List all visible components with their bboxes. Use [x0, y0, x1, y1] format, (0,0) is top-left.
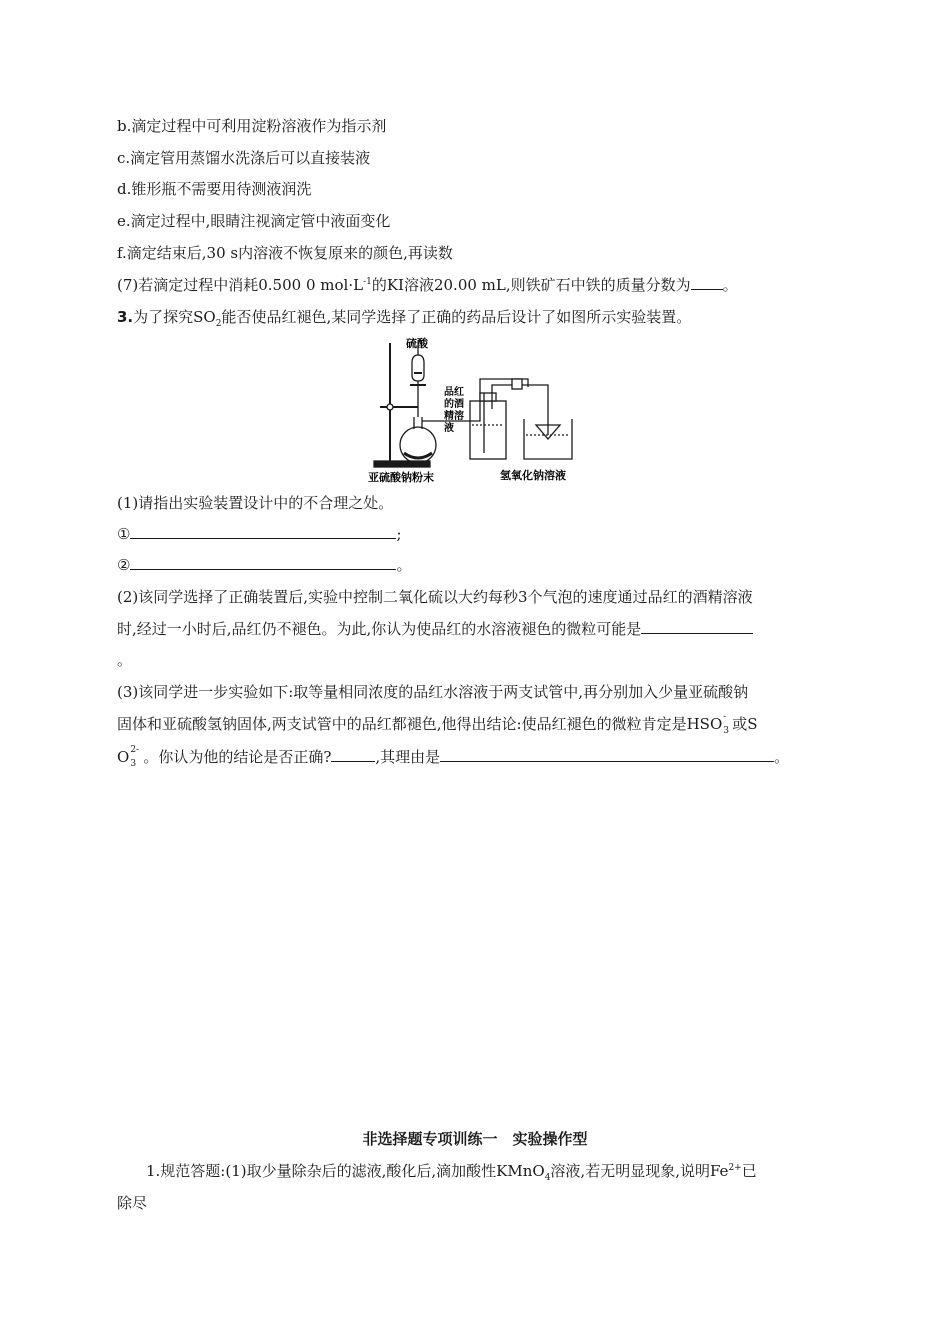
label-powder: 亚硫酸钠粉末: [368, 471, 434, 484]
answer-1-sub: 4: [544, 1173, 551, 1183]
ion1-sup: -: [723, 712, 727, 722]
ion1-sub: 3: [723, 726, 729, 736]
bottle-stopper: [480, 393, 496, 401]
tube-connector: [512, 379, 522, 389]
part-3-line-1: (3)该同学进一步实验如下:取等量相同浓度的品红水溶液于两支试管中,再分别加入少量亚硫酸钠: [117, 683, 749, 701]
answer-blank-3[interactable]: [641, 619, 753, 634]
part-2-line-2: [117, 619, 753, 639]
clamp-knob: [387, 404, 393, 410]
label-dye-3: 精溶: [444, 411, 464, 422]
answers-section-title: 非选择题专项训练一 实验操作型: [362, 1130, 588, 1148]
bisulfite-charge: [722, 712, 732, 736]
question-3-stem: [117, 307, 691, 327]
q3-stem-sub: 2: [215, 319, 222, 329]
option-b: b.滴定过程中可利用淀粉溶液作为指示剂: [117, 117, 387, 135]
period: 。: [396, 556, 412, 574]
option-f: f.滴定结束后,30 s内溶液不恢复原来的颜色,再读数: [117, 244, 453, 262]
delivery-tube-2: [492, 385, 548, 435]
q3-stem-a: 为了探究SO: [133, 308, 216, 326]
ion2-sub: 3: [130, 759, 137, 769]
flask-contents: [404, 453, 432, 458]
sulfite-charge: [129, 745, 143, 769]
part-2-text: 时,经过一小时后,品红仍不褪色。为此,你认为使品红的水溶液褪色的微粒可能是: [117, 620, 642, 638]
label-dye-4: 液: [444, 423, 454, 434]
label-dye-1: 品红: [444, 387, 464, 398]
label-acid: 硫酸: [406, 337, 428, 350]
part-3-o: O: [117, 748, 130, 766]
part-3-text-a: 固体和亚硫酸氢钠固体,两支试管中的品红都褪色,他得出结论:使品红褪色的微粒肯定是HSO: [117, 715, 723, 733]
part-3-line-2: [117, 714, 758, 734]
part-2-line-1: (2)该同学选择了正确装置后,实验中控制二氧化硫以大约每秒3个气泡的速度通过品红的酒精溶液: [117, 588, 753, 606]
q3-stem-b: 能否使品红褪色,某同学选择了正确的药品后设计了如图所示实验装置。: [221, 308, 692, 326]
part-3-reason: ,其理由是: [375, 748, 441, 766]
question-number: 3.: [117, 308, 134, 326]
q7-text-b: 的KI溶液20.00 mL,则铁矿石中铁的质量分数为: [371, 276, 691, 294]
option-d: d.锥形瓶不需要用待测液润洗: [117, 180, 312, 198]
answer-1-line-2: 除尽: [117, 1194, 148, 1212]
label-naoh: 氢氧化钠溶液: [500, 469, 566, 482]
semicolon: ;: [396, 525, 402, 543]
option-c: c.滴定管用蒸馏水洗涤后可以直接装液: [117, 149, 371, 167]
circled-1: ①: [117, 525, 131, 543]
answer-1-text-b: 溶液,若无明显现象,说明Fe: [550, 1162, 729, 1180]
q7-text-a: (7)若滴定过程中消耗0.500 0 mol·L: [117, 276, 364, 294]
answer-1-line-1: [146, 1161, 757, 1181]
answer-1-text-a: 1.规范答题:(1)取少量除杂后的滤液,酸化后,滴加酸性KMnO: [146, 1162, 545, 1180]
answer-blank-5[interactable]: [440, 747, 774, 762]
option-e: e.滴定过程中,眼睛注视滴定管中液面变化: [117, 212, 391, 230]
part-3-question: 。你认为他的结论是否正确?: [143, 748, 332, 766]
part-3-line-3: [117, 747, 789, 767]
experiment-apparatus-figure: [360, 335, 590, 485]
ion2-sup: 2-: [130, 745, 140, 755]
q7-sup: -1: [363, 277, 372, 287]
gas-washing-bottle: [470, 401, 506, 459]
q7-end: 。: [722, 276, 738, 294]
answer-blank-2[interactable]: [130, 555, 396, 570]
circled-2: ②: [117, 556, 131, 574]
part-1-prompt: (1)请指出实验装置设计中的不合理之处。: [117, 494, 394, 512]
part-3-end: 。: [774, 748, 790, 766]
part-2-line-3: 。: [117, 651, 133, 669]
stand-base: [374, 461, 430, 467]
answer-1-text-c: 已: [741, 1162, 757, 1180]
part-3-text-b: 或S: [732, 715, 758, 733]
separatory-funnel: [412, 355, 424, 381]
part-1-answer-2: [117, 555, 411, 575]
answer-1-sup: 2+: [728, 1163, 742, 1173]
label-dye-2: 的酒: [444, 399, 464, 410]
answer-blank-q7[interactable]: [691, 275, 723, 290]
answer-blank-1[interactable]: [130, 524, 396, 539]
answer-blank-4[interactable]: [331, 747, 375, 762]
part-1-answer-1: [117, 524, 402, 544]
question-7: [117, 275, 738, 295]
